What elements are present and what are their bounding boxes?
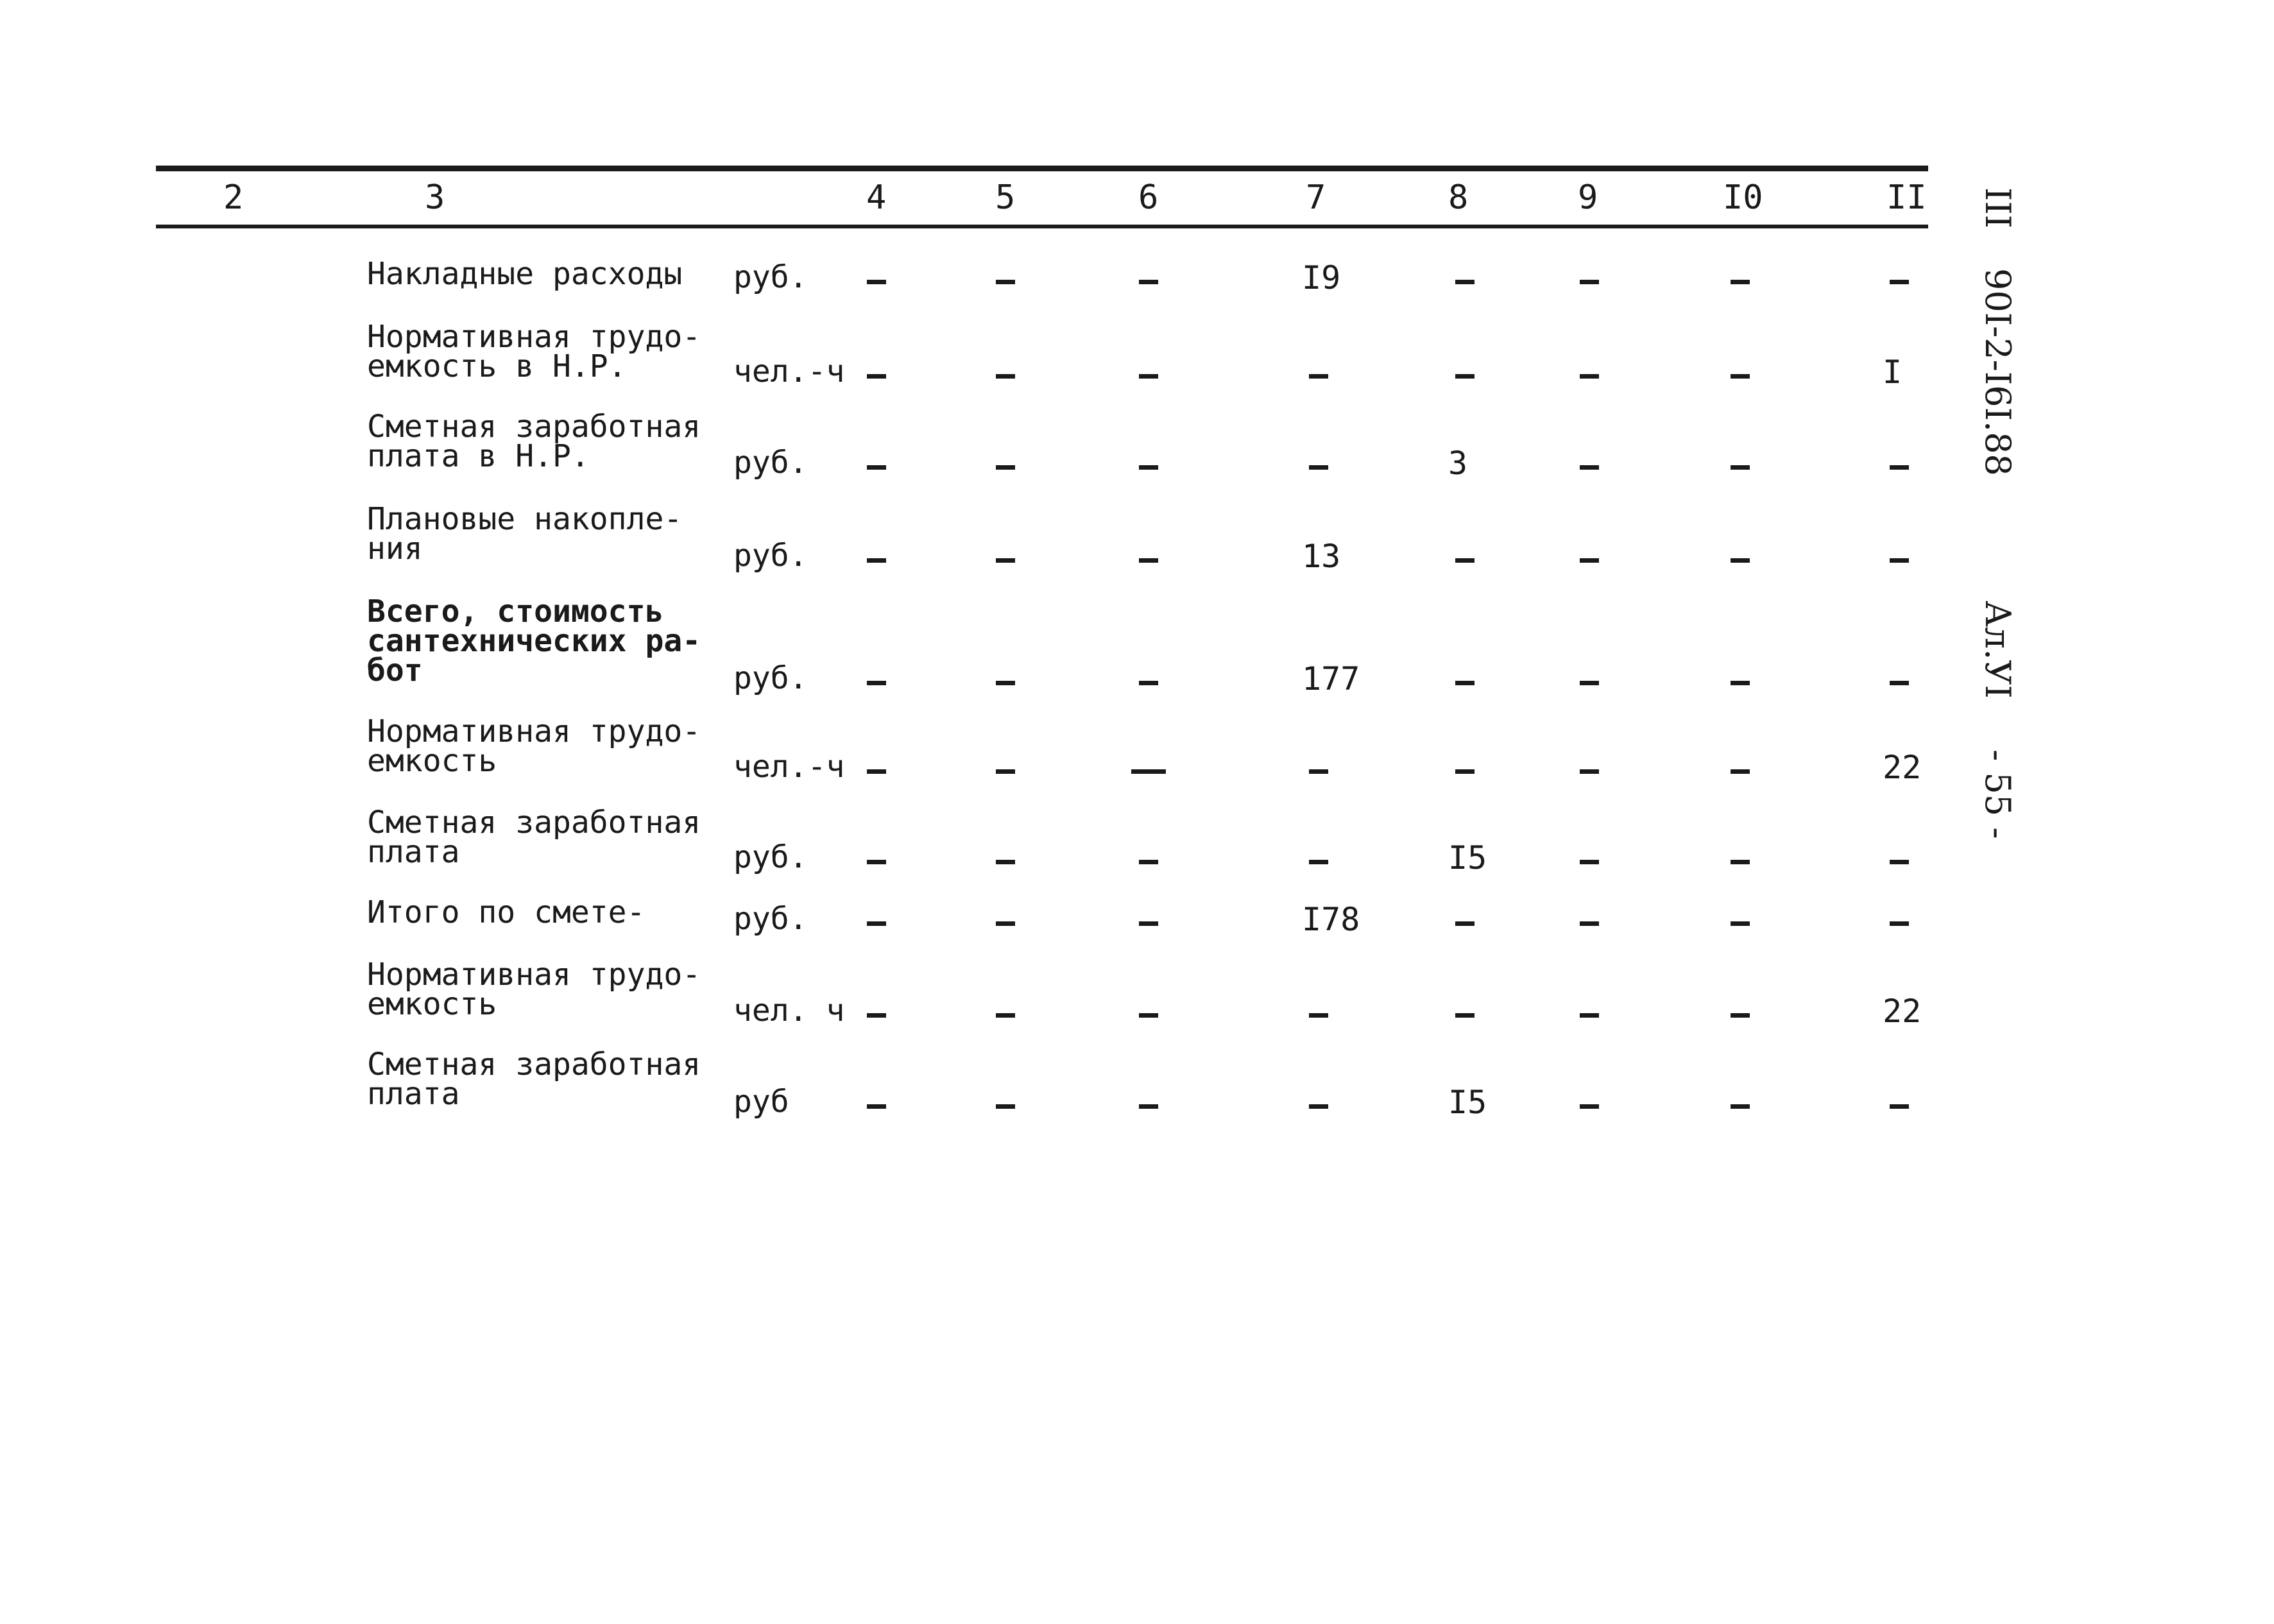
table-top-rule bbox=[156, 166, 1928, 171]
table-header-rule bbox=[156, 225, 1928, 228]
empty-cell-dash bbox=[867, 280, 886, 284]
empty-cell-dash bbox=[1890, 921, 1909, 926]
empty-cell-dash bbox=[1731, 280, 1750, 284]
header-col-4: 4 bbox=[866, 178, 887, 217]
empty-cell-dash bbox=[996, 921, 1015, 926]
header-col-6: 6 bbox=[1138, 178, 1159, 217]
empty-cell-dash bbox=[1455, 1013, 1475, 1018]
empty-cell-dash bbox=[1731, 558, 1750, 563]
empty-cell-dash bbox=[867, 465, 886, 470]
empty-cell-dash bbox=[1139, 1104, 1158, 1109]
row-unit: чел.-ч bbox=[733, 354, 845, 389]
row-unit: руб bbox=[733, 1084, 789, 1120]
empty-cell-dash bbox=[1731, 860, 1750, 864]
value-cell: 22 bbox=[1883, 749, 1922, 786]
header-col-11: II bbox=[1886, 178, 1927, 217]
empty-cell-dash bbox=[1309, 374, 1328, 379]
empty-cell-dash bbox=[1580, 769, 1599, 774]
row-label: Сметная заработная плата bbox=[367, 1047, 701, 1112]
value-cell: I5 bbox=[1448, 839, 1487, 876]
margin-document-code: 90I-2-I6I.88 bbox=[1978, 268, 2018, 476]
empty-cell-dash bbox=[867, 374, 886, 379]
empty-cell-dash bbox=[1455, 374, 1475, 379]
empty-cell-dash bbox=[1731, 374, 1750, 379]
empty-cell-dash bbox=[1580, 860, 1599, 864]
empty-cell-dash bbox=[1580, 465, 1599, 470]
empty-cell-dash bbox=[1890, 465, 1909, 470]
empty-cell-dash bbox=[867, 860, 886, 864]
empty-cell-dash bbox=[1139, 1013, 1158, 1018]
empty-cell-dash bbox=[1580, 374, 1599, 379]
empty-cell-dash bbox=[1309, 860, 1328, 864]
row-label: Сметная заработная плата в Н.Р. bbox=[367, 409, 701, 474]
value-cell: I5 bbox=[1448, 1084, 1487, 1121]
margin-page-number: - 55 - bbox=[1978, 749, 2018, 839]
empty-cell-dash bbox=[1580, 1013, 1599, 1018]
header-col-2: 2 bbox=[223, 178, 244, 217]
empty-cell-dash bbox=[1309, 1013, 1328, 1018]
empty-cell-dash bbox=[996, 681, 1015, 685]
empty-cell-dash bbox=[1731, 465, 1750, 470]
empty-cell-dash bbox=[867, 1013, 886, 1018]
empty-cell-dash bbox=[1139, 681, 1158, 685]
empty-cell-dash bbox=[996, 769, 1015, 774]
row-label: Нормативная трудо- емкость bbox=[367, 957, 701, 1022]
header-col-9: 9 bbox=[1578, 178, 1598, 217]
empty-cell-dash bbox=[1580, 558, 1599, 563]
empty-cell-dash bbox=[1580, 921, 1599, 926]
empty-cell-dash bbox=[996, 1104, 1015, 1109]
empty-cell-dash bbox=[1455, 921, 1475, 926]
empty-cell-dash bbox=[1890, 280, 1909, 284]
value-cell: I9 bbox=[1302, 259, 1341, 296]
row-label: Нормативная трудо- емкость в Н.Р. bbox=[367, 319, 701, 384]
empty-cell-dash bbox=[1731, 681, 1750, 685]
empty-cell-dash bbox=[867, 681, 886, 685]
empty-cell-dash bbox=[996, 374, 1015, 379]
margin-series: III bbox=[1978, 187, 2018, 228]
empty-cell-dash bbox=[1890, 681, 1909, 685]
empty-cell-dash bbox=[996, 558, 1015, 563]
empty-cell-dash bbox=[996, 465, 1015, 470]
empty-cell-dash bbox=[1731, 921, 1750, 926]
empty-cell-dash bbox=[1131, 769, 1166, 774]
header-col-5: 5 bbox=[995, 178, 1016, 217]
value-cell: 22 bbox=[1883, 993, 1922, 1030]
empty-cell-dash bbox=[867, 1104, 886, 1109]
empty-cell-dash bbox=[996, 860, 1015, 864]
row-unit: чел.-ч bbox=[733, 749, 845, 785]
empty-cell-dash bbox=[867, 769, 886, 774]
empty-cell-dash bbox=[1580, 1104, 1599, 1109]
value-cell: I78 bbox=[1302, 901, 1360, 938]
empty-cell-dash bbox=[1580, 280, 1599, 284]
empty-cell-dash bbox=[1455, 558, 1475, 563]
empty-cell-dash bbox=[1139, 465, 1158, 470]
empty-cell-dash bbox=[867, 921, 886, 926]
empty-cell-dash bbox=[1139, 558, 1158, 563]
empty-cell-dash bbox=[996, 280, 1015, 284]
empty-cell-dash bbox=[1731, 769, 1750, 774]
row-label: Сметная заработная плата bbox=[367, 805, 701, 870]
empty-cell-dash bbox=[1309, 465, 1328, 470]
header-col-10: I0 bbox=[1723, 178, 1763, 217]
empty-cell-dash bbox=[1455, 280, 1475, 284]
value-cell: 13 bbox=[1302, 538, 1341, 575]
row-unit: чел. ч bbox=[733, 993, 845, 1029]
row-unit: руб. bbox=[733, 259, 808, 295]
header-col-3: 3 bbox=[425, 178, 445, 217]
margin-album: Ал.УI bbox=[1978, 601, 2018, 699]
empty-cell-dash bbox=[1731, 1104, 1750, 1109]
row-unit: руб. bbox=[733, 538, 808, 574]
header-col-8: 8 bbox=[1448, 178, 1469, 217]
row-unit: руб. bbox=[733, 901, 808, 937]
empty-cell-dash bbox=[1580, 681, 1599, 685]
row-label: Накладные расходы bbox=[367, 256, 683, 292]
value-cell: I bbox=[1883, 354, 1902, 391]
row-label: Плановые накопле- ния bbox=[367, 501, 683, 567]
value-cell: 177 bbox=[1302, 660, 1360, 697]
empty-cell-dash bbox=[1731, 1013, 1750, 1018]
empty-cell-dash bbox=[1139, 280, 1158, 284]
empty-cell-dash bbox=[1890, 860, 1909, 864]
empty-cell-dash bbox=[1139, 860, 1158, 864]
empty-cell-dash bbox=[1890, 1104, 1909, 1109]
row-label: Итого по смете- bbox=[367, 894, 645, 930]
empty-cell-dash bbox=[996, 1013, 1015, 1018]
empty-cell-dash bbox=[1139, 374, 1158, 379]
row-label: Нормативная трудо- емкость bbox=[367, 714, 701, 779]
empty-cell-dash bbox=[1309, 769, 1328, 774]
row-unit: руб. bbox=[733, 660, 808, 696]
empty-cell-dash bbox=[867, 558, 886, 563]
empty-cell-dash bbox=[1309, 1104, 1328, 1109]
header-col-7: 7 bbox=[1306, 178, 1326, 217]
row-label: Всего, стоимость сантехнических ра- бот bbox=[367, 594, 701, 688]
row-unit: руб. bbox=[733, 839, 808, 875]
empty-cell-dash bbox=[1455, 681, 1475, 685]
empty-cell-dash bbox=[1455, 769, 1475, 774]
empty-cell-dash bbox=[1890, 558, 1909, 563]
row-unit: руб. bbox=[733, 445, 808, 481]
empty-cell-dash bbox=[1139, 921, 1158, 926]
value-cell: 3 bbox=[1448, 445, 1468, 482]
